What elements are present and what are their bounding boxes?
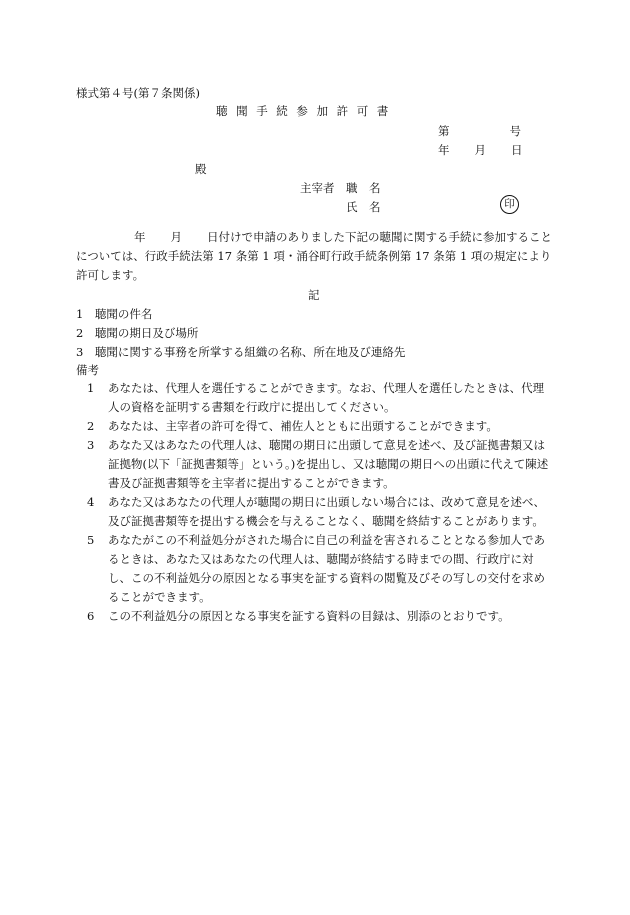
remarks-list — [76, 379, 554, 626]
item-text: 聴聞の件名 — [94, 307, 153, 321]
number-suffix: 号 — [509, 124, 521, 138]
host-name-label: 氏 名 — [346, 200, 381, 214]
addressee-suffix: 殿 — [195, 162, 207, 176]
item-number: 3 — [76, 345, 84, 359]
remark-number: 1 — [87, 381, 95, 395]
remark-item — [87, 417, 554, 436]
remark-text: あなたは、代理人を選任することができます。なお、代理人を選任したときは、代理人の資格を証明する書類を行政庁に提出してください。 — [108, 381, 545, 414]
remark-number: 6 — [87, 609, 95, 623]
item-number: 1 — [76, 307, 84, 321]
day-label: 日 — [511, 143, 523, 157]
document-title: 聴聞手続参加許可書 — [216, 104, 397, 118]
remark-number: 4 — [87, 495, 95, 509]
year-label: 年 — [438, 143, 450, 157]
application-month-label: 月 — [170, 230, 182, 244]
remark-number: 2 — [87, 419, 95, 433]
remark-number: 5 — [87, 533, 95, 547]
item-text: 聴聞に関する事務を所掌する組織の名称、所在地及び連絡先 — [94, 345, 406, 359]
document-number-line — [438, 122, 521, 140]
permission-text: 日付けで申請のありました下記の聴聞に関する手続に参加することについては、行政手続法第 17 条第 1 項・涌谷町行政手続条例第 17 条第 1 項の規定により許可します。 — [76, 230, 552, 282]
seal-mark: 印 — [500, 195, 519, 214]
remark-item — [87, 436, 554, 493]
remark-text: あなたは、主宰者の許可を得て、補佐人とともに出頭することができます。 — [108, 419, 498, 433]
remark-item — [87, 531, 554, 607]
list-item — [76, 305, 152, 323]
remarks-heading: 備考 — [76, 363, 99, 377]
ki-heading: 記 — [308, 288, 320, 302]
host-title-label: 主宰者 職 名 — [300, 181, 381, 195]
remark-number: 3 — [87, 438, 95, 452]
item-text: 聴聞の期日及び場所 — [94, 326, 199, 340]
form-number: 様式第４号(第７条関係) — [76, 86, 200, 100]
remark-item — [87, 607, 554, 626]
item-number: 2 — [76, 326, 84, 340]
month-label: 月 — [474, 143, 486, 157]
remark-text: この不利益処分の原因となる事実を証する資料の目録は、別添のとおりです。 — [108, 609, 510, 623]
remark-text: あなた又はあなたの代理人は、聴聞の期日に出頭して意見を述べ、及び証拠書類又は証拠物(以下「証拠書類等」という。)を提出し、又は聴聞の期日への出頭に代えて陳述書及び証拠書類等を主宰者に提出することができます。 — [108, 438, 549, 490]
application-year-label: 年 — [134, 230, 146, 244]
remark-text: あなた又はあなたの代理人が聴聞の期日に出頭しない場合には、改めて意見を述べ、及び証拠書類等を提出する機会を与えることなく、聴聞を終結することがあります。 — [108, 495, 545, 528]
remark-item — [87, 493, 554, 531]
number-prefix: 第 — [438, 124, 450, 138]
list-item — [76, 324, 198, 342]
issue-date-line — [438, 141, 523, 159]
remark-text: あなたがこの不利益処分がされた場合に自己の利益を害されることとなる参加人であるときは、あなた又はあなたの代理人は、聴聞が終結する時までの間、行政庁に対し、この不利益処分の原因となる事実を証する資料の閲覧及びその写しの交付を求めることができます。 — [108, 533, 545, 604]
permission-paragraph — [76, 228, 552, 285]
list-item — [76, 343, 405, 361]
remark-item — [87, 379, 554, 417]
